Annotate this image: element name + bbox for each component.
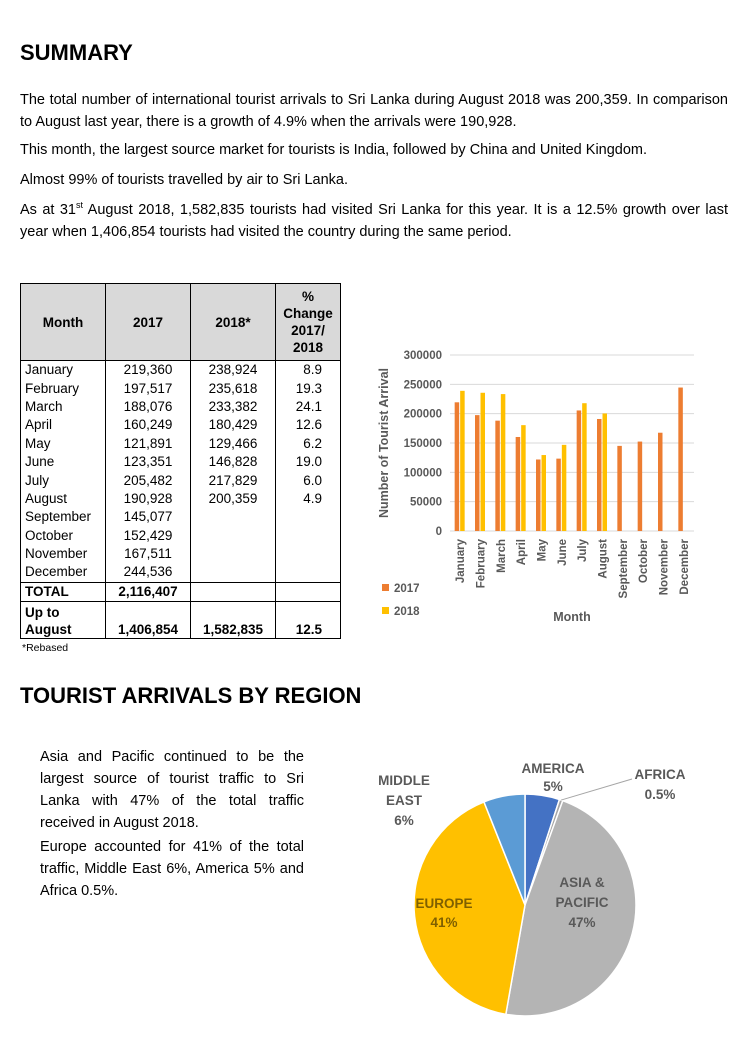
y-tick-label: 250000 [403,379,442,392]
table-cell-change: 12.6 [276,416,341,434]
pie-label-asia-pacific: 47% [568,915,596,930]
pie-label-asia-pacific: ASIA & [559,875,605,890]
x-tick-label: January [455,539,468,584]
pie-label-africa: AFRICA [634,767,686,782]
bar-2017-february [475,415,480,531]
table-cell-2017: 123,351 [106,453,191,471]
pie-label-middle-east: EAST [385,793,423,808]
region-paragraph-1: Asia and Pacific continued to be the largest source of tourist traffic to Sri Lanka with 47% of the total traffic received in August 2018. [40,749,304,831]
pie-label-europe: EUROPE [415,896,473,911]
table-row [21,563,341,582]
table-cell-2018 [191,508,276,526]
x-tick-label: July [577,539,590,563]
table-cell-change: 6.2 [276,435,341,453]
x-axis-title: Month [553,610,591,624]
table-row [21,490,341,508]
table-cell-2018: 200,359 [191,490,276,508]
table-header-2017: 2017 [106,284,191,361]
bar-2018-august [603,413,608,531]
table-cell-2017: 205,482 [106,471,191,489]
legend-label-2017: 2017 [394,583,420,595]
x-tick-label: October [638,539,651,584]
bar-2017-august [597,419,602,531]
y-tick-label: 50000 [410,496,442,509]
x-tick-label: May [536,539,549,562]
bar-2018-july [582,403,587,531]
region-paragraph-2: Europe accounted for 41% of the total traffic, Middle East 6%, America 5% and Africa 0.5%. [40,839,304,899]
bar-2018-may [542,455,547,531]
table-cell-change [276,508,341,526]
table-cell-2017: 188,076 [106,398,191,416]
table-cell-2017: 2,116,407 [106,582,191,601]
table-cell-2017: 1,406,854 [106,602,191,639]
table-row [21,545,341,563]
table-cell-2018: 235,618 [191,379,276,397]
table-cell-month: October [21,527,106,545]
pie-label-middle-east: MIDDLE [378,773,430,788]
bar-2018-january [460,391,465,531]
table-cell-month: April [21,416,106,434]
pie-label-america: 5% [543,779,563,794]
legend-label-2018: 2018 [394,606,420,618]
bar-2017-september [617,446,622,531]
table-cell-2018: 238,924 [191,361,276,380]
bar-2017-october [638,442,643,531]
table-cell-change: 19.3 [276,379,341,397]
table-cell-2018: 129,466 [191,435,276,453]
table-cell-change [276,563,341,582]
table-cell-2018: 217,829 [191,471,276,489]
x-tick-label: April [516,539,529,566]
table-row [21,379,341,397]
table-cell-month: September [21,508,106,526]
summary-paragraph-3: Almost 99% of tourists travelled by air to Sri Lanka. [20,172,349,188]
x-tick-label: August [597,539,610,579]
bar-2017-may [536,459,541,531]
table-cell-change: 8.9 [276,361,341,380]
table-row [21,361,341,380]
region-pie-chart [360,745,730,1030]
table-cell-2018: 146,828 [191,453,276,471]
bar-2017-april [516,437,521,531]
x-tick-label: February [475,539,488,589]
arrivals-table [20,283,341,639]
x-tick-label: November [658,539,671,596]
y-tick-label: 0 [435,526,442,538]
leader-line-africa [561,779,632,800]
table-cell-month: TOTAL [21,582,106,601]
table-cell-change: 4.9 [276,490,341,508]
table-cell-2017: 244,536 [106,563,191,582]
table-cell-2017: 190,928 [106,490,191,508]
table-cell-change [276,582,341,601]
table-header-change: % Change 2017/ 2018 [276,284,341,361]
table-cell-2017: 152,429 [106,527,191,545]
bar-2017-january [455,402,460,531]
y-axis-title: Number of Tourist Arrival [377,367,391,519]
table-body [21,361,341,639]
table-cell-change: 24.1 [276,398,341,416]
table-cell-2017: 145,077 [106,508,191,526]
table-cell-2018 [191,545,276,563]
summary-paragraph-2: This month, the largest source market for tourists is India, followed by China and United Kingdom. [20,142,648,158]
bar-2017-june [556,459,561,531]
y-tick-label: 300000 [403,350,442,362]
table-row [21,471,341,489]
table-cell-change [276,545,341,563]
bar-2018-march [501,394,506,531]
table-cell-month: July [21,471,106,489]
table-cell-2017: 219,360 [106,361,191,380]
pie-label-middle-east: 6% [394,813,414,828]
x-tick-label: September [617,539,630,599]
table-cell-2018 [191,563,276,582]
table-cell-month: February [21,379,106,397]
bar-2017-july [577,410,582,531]
x-tick-label: December [678,539,691,595]
legend-swatch-2017 [382,584,389,591]
table-header-month: Month [21,284,106,361]
table-cell-month: Up to August [21,602,106,639]
table-cell-month: June [21,453,106,471]
y-tick-label: 150000 [403,438,442,450]
table-row-up-to-august [21,602,341,639]
table-cell-change: 19.0 [276,453,341,471]
pie-label-europe: 41% [430,915,458,930]
pie-label-africa: 0.5% [644,787,676,802]
table-cell-month: December [21,563,106,582]
monthly-arrivals-bar-chart [372,340,707,630]
pie-label-america: AMERICA [521,761,585,776]
table-cell-2018: 180,429 [191,416,276,434]
table-cell-month: November [21,545,106,563]
table-cell-2017: 160,249 [106,416,191,434]
table-cell-2017: 121,891 [106,435,191,453]
y-tick-label: 200000 [403,408,442,421]
table-row [21,508,341,526]
table-row [21,527,341,545]
table-row [21,398,341,416]
table-cell-2017: 197,517 [106,379,191,397]
table-row [21,453,341,471]
table-header-2018: 2018* [191,284,276,361]
table-row-total [21,582,341,601]
table-row [21,416,341,434]
summary-heading: SUMMARY [20,40,133,65]
y-tick-label: 100000 [403,467,442,480]
table-cell-month: March [21,398,106,416]
bar-2017-december [678,388,683,531]
legend-swatch-2018 [382,607,389,614]
region-heading: TOURIST ARRIVALS BY REGION [20,683,362,708]
table-cell-change: 12.5 [276,602,341,639]
x-tick-label: March [495,539,508,573]
bar-2017-november [658,433,663,531]
table-cell-2018: 233,382 [191,398,276,416]
table-cell-change [276,527,341,545]
table-cell-2017: 167,511 [106,545,191,563]
table-cell-month: January [21,361,106,380]
table-cell-2018 [191,527,276,545]
bar-2018-february [481,393,486,531]
table-cell-month: August [21,490,106,508]
summary-paragraph-4: As at 31st August 2018, 1,582,835 tourists had visited Sri Lanka for this year. It is a 12.5% growth over last year when 1,406,854 tourists had visited the country during the same period. [20,200,728,240]
table-cell-2018: 1,582,835 [191,602,276,639]
pie-label-asia-pacific: PACIFIC [555,895,609,910]
bar-2018-april [521,425,526,531]
bar-2018-june [562,445,567,531]
bar-2017-march [495,421,500,531]
table-cell-month: May [21,435,106,453]
table-row [21,435,341,453]
x-tick-label: June [556,539,569,566]
summary-paragraph-1: The total number of international tourist arrivals to Sri Lanka during August 2018 was 200,359. In comparison to August last year, there is a growth of 4.9% when the arrivals were 190,928. [20,92,728,130]
table-cell-change: 6.0 [276,471,341,489]
table-cell-2018 [191,582,276,601]
table-footnote: *Rebased [22,642,69,654]
